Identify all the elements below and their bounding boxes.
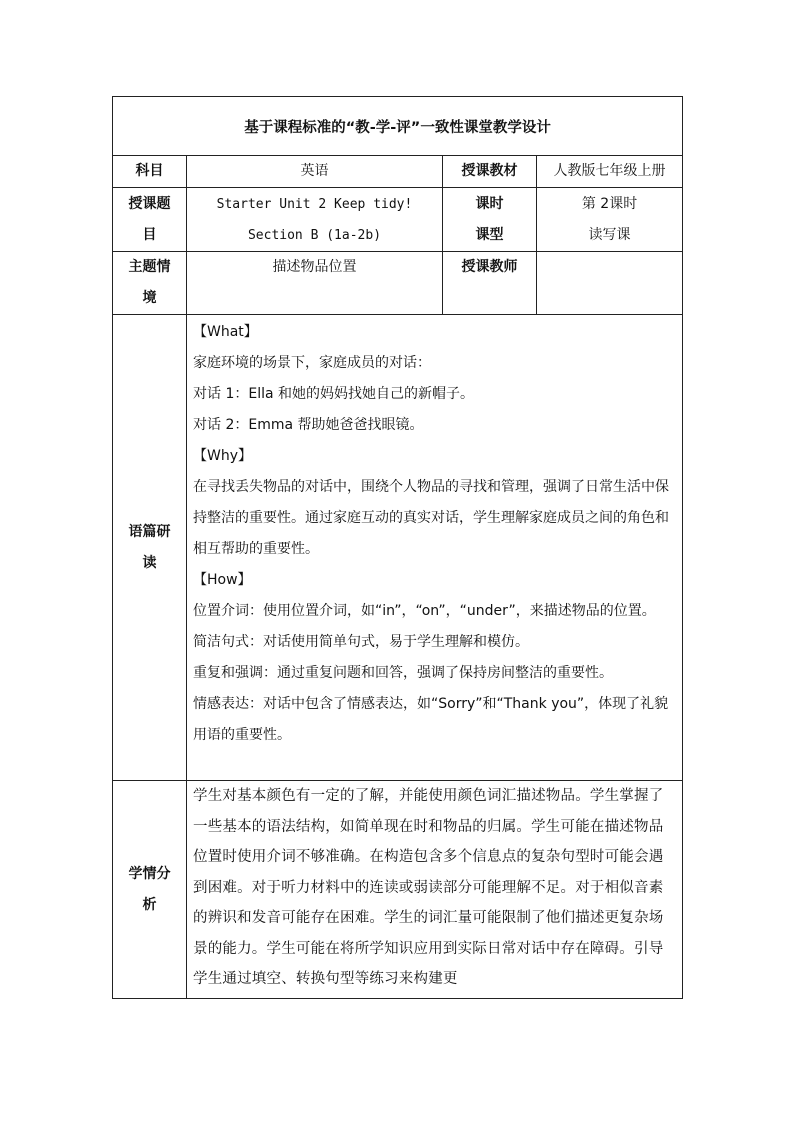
repetition-line: 重复和强调：通过重复问题和回答，强调了保持房间整洁的重要性。 — [193, 665, 613, 681]
topic-label-line1: 授课题 — [128, 195, 171, 212]
reading-label-line1: 语篇研 — [128, 523, 171, 540]
subject-value: 英语 — [187, 156, 443, 188]
theme-label — [113, 252, 187, 315]
period-label-line2: 课型 — [475, 226, 504, 243]
subject-label: 科目 — [113, 156, 187, 188]
simple-sentences-line: 简洁句式：对话使用简单句式，易于学生理解和模仿。 — [193, 634, 529, 650]
topic-label-line2: 目 — [142, 226, 157, 243]
lesson-plan-table — [112, 96, 683, 999]
why-heading: 【Why】 — [193, 448, 253, 464]
teacher-value — [537, 252, 683, 315]
analysis-label-line2: 析 — [142, 896, 157, 913]
reading-label-line2: 读 — [142, 554, 157, 571]
teacher-label: 授课教师 — [443, 252, 537, 315]
how-heading: 【How】 — [193, 572, 252, 588]
document-title: 基于课程标准的“教-学-评”一致性课堂教学设计 — [113, 97, 683, 156]
emotion-paragraph: 情感表达：对话中包含了情感表达，如“Sorry”和“Thank you”，体现了礼貌用语的重要性。 — [193, 696, 669, 743]
theme-label-line1: 主题情 — [128, 259, 171, 275]
reading-label — [113, 315, 187, 781]
dialogue-2-line: 对话 2：Emma 帮助她爸爸找眼镜。 — [193, 417, 424, 433]
period-label-line1: 课时 — [475, 195, 504, 212]
topic-label — [113, 188, 187, 252]
context-line: 家庭环境的场景下，家庭成员的对话： — [193, 355, 431, 371]
why-paragraph: 在寻找丢失物品的对话中，围绕个人物品的寻找和管理，强调了日常生活中保持整洁的重要性。通过家庭互动的真实对话，学生理解家庭成员之间的角色和相互帮助的重要性。 — [193, 479, 669, 557]
theme-value: 描述物品位置 — [187, 252, 443, 315]
textbook-label: 授课教材 — [443, 156, 537, 188]
period-value — [537, 188, 683, 252]
topic-value-line1: Starter Unit 2 Keep tidy! — [216, 196, 413, 212]
dialogue-1-line: 对话 1：Ella 和她的妈妈找她自己的新帽子。 — [193, 386, 475, 402]
analysis-content: 学生对基本颜色有一定的了解，并能使用颜色词汇描述物品。学生掌握了一些基本的语法结构，如简单现在时和物品的归属。学生可能在描述物品位置时使用介词不够准确。在构造包含多个信息点的复杂句型时可能会遇到困难。对于听力材料中的连读或弱读部分可能理解不足。对于相似音素的辨识和发音可能存在困难。学生的词汇量可能限制了他们描述更复杂场景的能力。学生可能在将所学知识应用到实际日常对话中存在障碍。引导学生通过填空、转换句型等练习来构建更 — [187, 781, 683, 999]
analysis-label-line1: 学情分 — [128, 865, 171, 882]
analysis-label — [113, 781, 187, 999]
prepositions-paragraph: 位置介词：使用位置介词，如“in”，“on”，“under”，来描述物品的位置。 — [193, 603, 656, 619]
textbook-value: 人教版七年级上册 — [537, 156, 683, 188]
period-value-line1: 第 2课时 — [581, 195, 638, 212]
lesson-plan-document — [112, 96, 682, 999]
period-value-line2: 读写课 — [588, 226, 631, 243]
reading-content — [187, 315, 683, 781]
topic-value — [187, 188, 443, 252]
topic-value-line2: Section B (1a-2b) — [247, 227, 382, 243]
theme-label-line2: 境 — [142, 290, 157, 306]
period-label — [443, 188, 537, 252]
what-heading: 【What】 — [193, 324, 258, 340]
